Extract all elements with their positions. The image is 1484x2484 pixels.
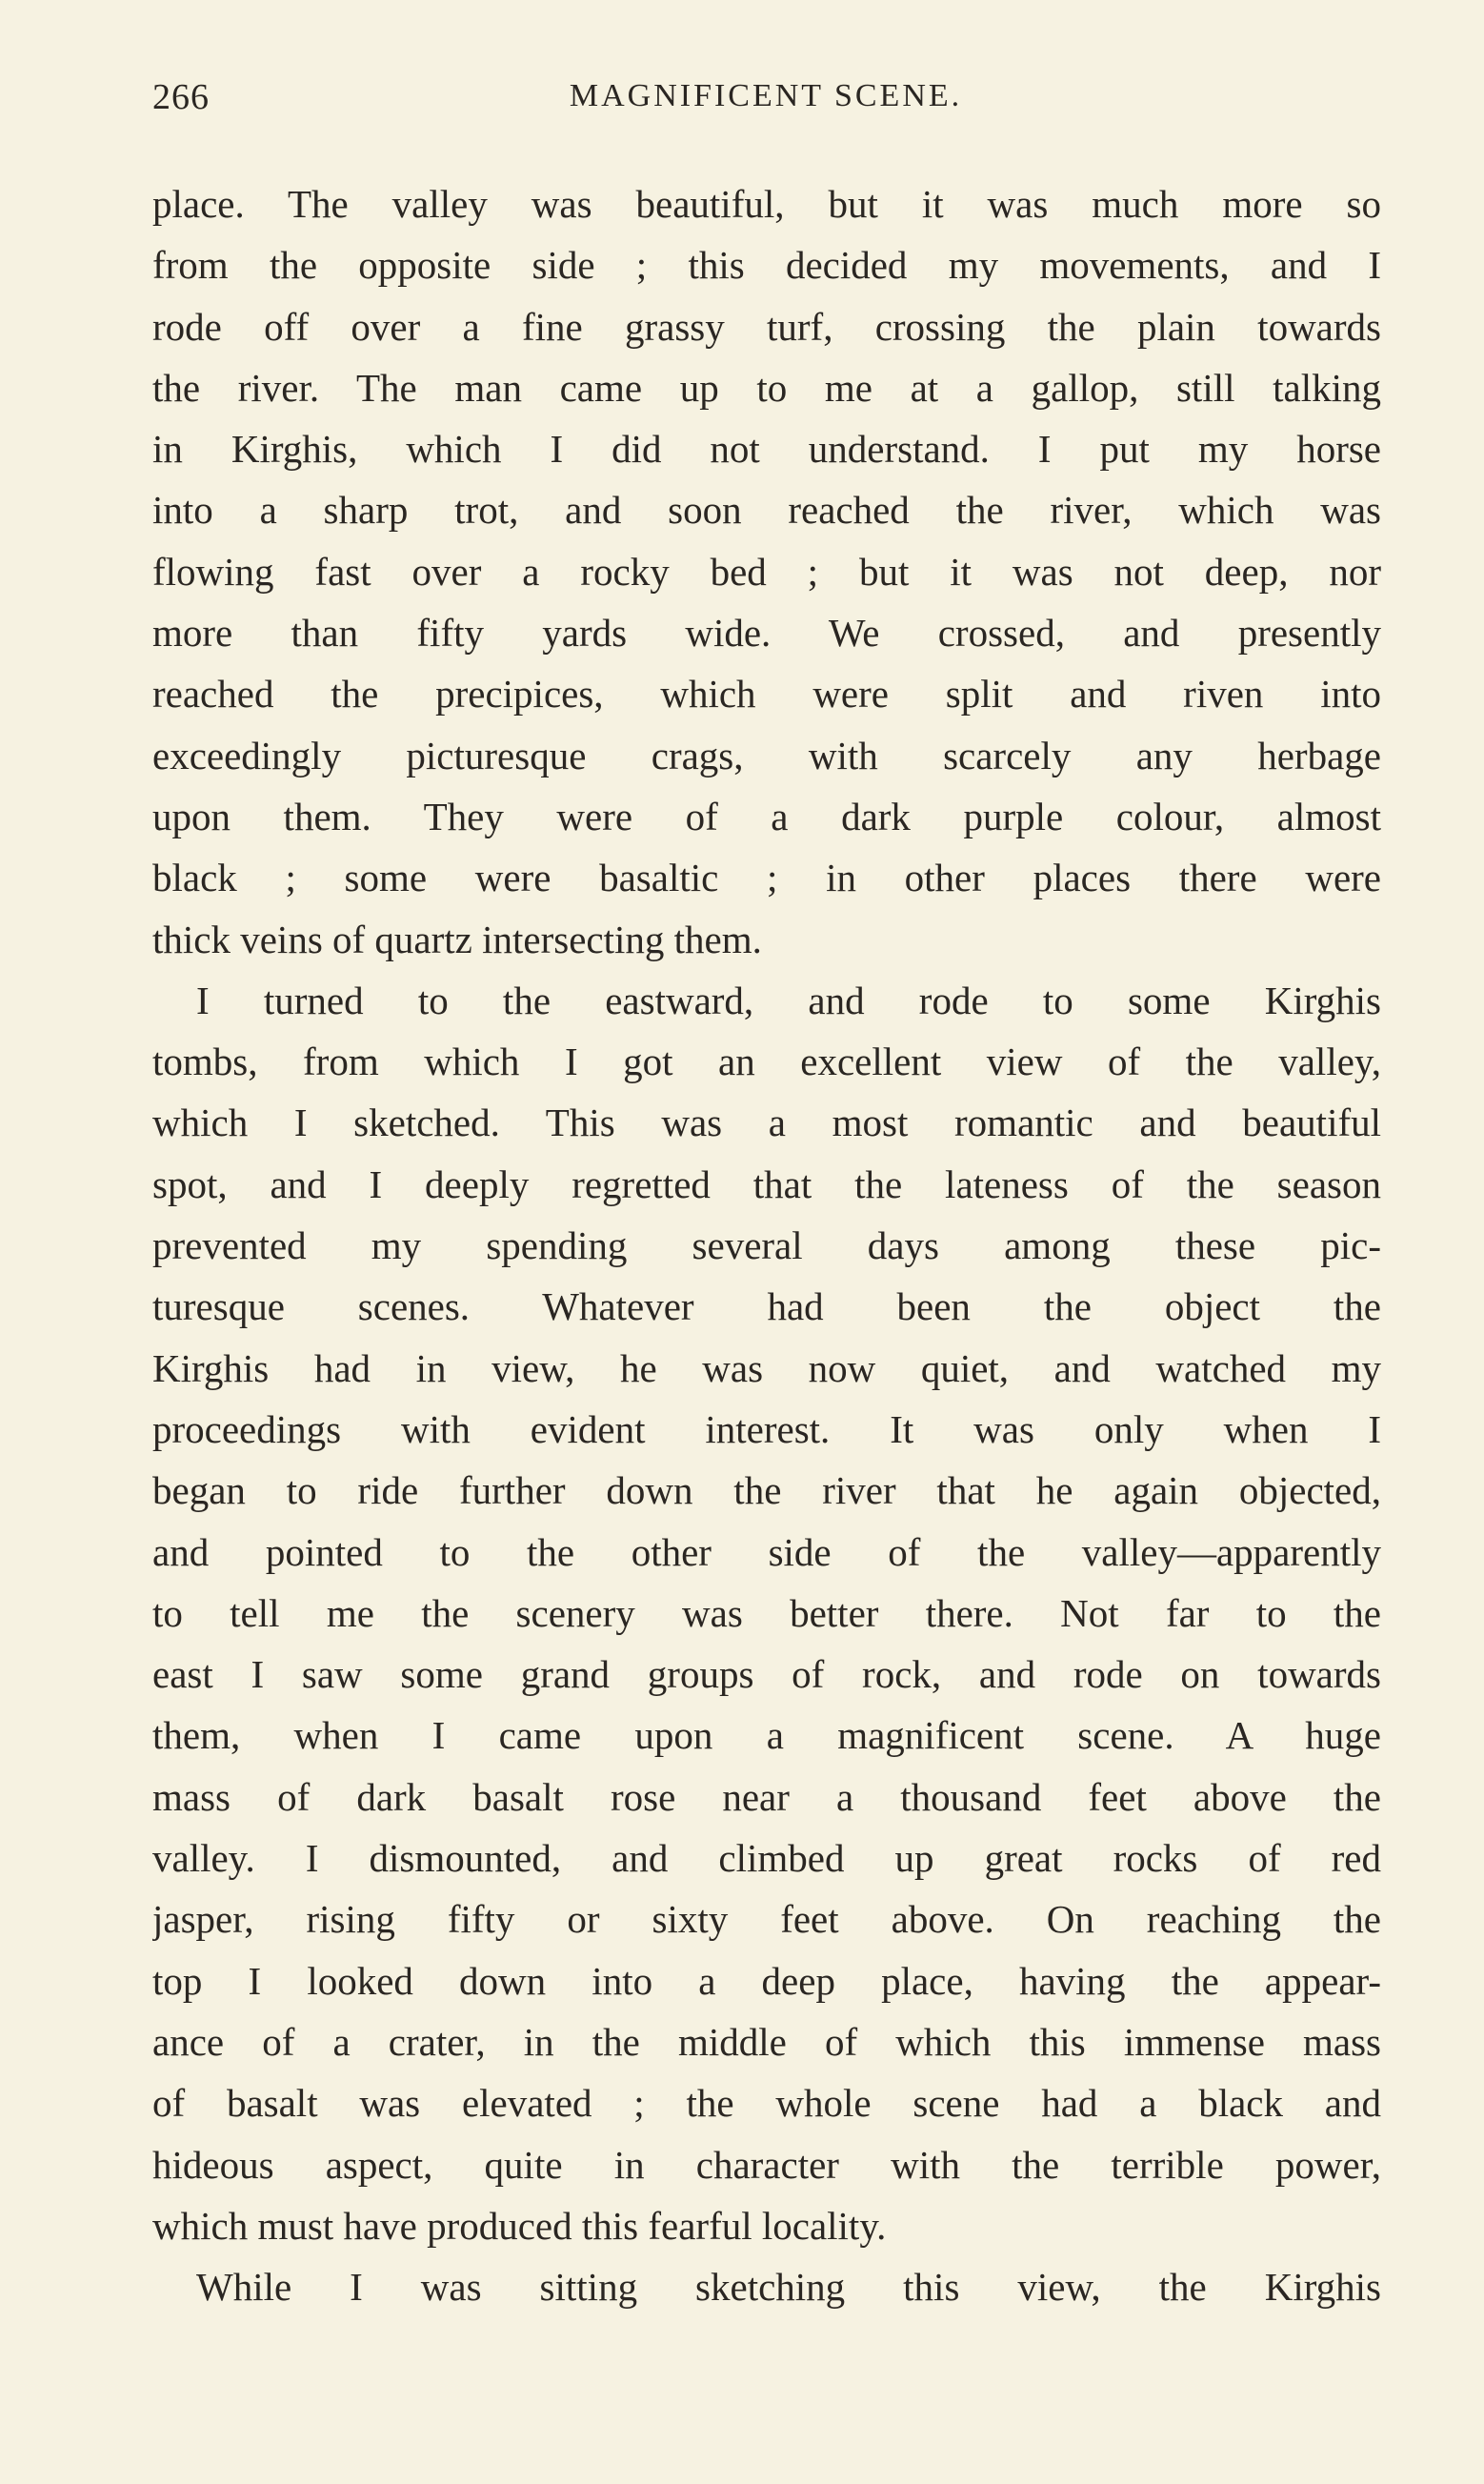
- text-line: place. The valley was beautiful, but it was much more so: [152, 182, 1381, 226]
- text-line: jasper, rising fifty or sixty feet above. On reaching the: [152, 1897, 1381, 1942]
- text-line: them, when I came upon a magnificent scene. A huge: [152, 1713, 1381, 1758]
- text-line: rode off over a fine grassy turf, crossing the plain towards: [152, 304, 1381, 349]
- text-line: While I was sitting sketching this view, the Kirghis: [196, 2265, 1381, 2310]
- text-line: proceedings with evident interest. It was only when I: [152, 1406, 1381, 1451]
- text-line: mass of dark basalt rose near a thousand feet above the: [152, 1774, 1381, 1819]
- text-line: thick veins of quartz intersecting them.: [152, 917, 762, 961]
- text-line: began to ride further down the river that he again objected,: [152, 1468, 1381, 1513]
- text-line: into a sharp trot, and soon reached the river, which was: [152, 488, 1381, 533]
- text-line: prevented my spending several days among these pic-: [152, 1223, 1381, 1268]
- text-line: I turned to the eastward, and rode to some Kirghis: [196, 978, 1381, 1022]
- text-line: spot, and I deeply regretted that the lateness of the season: [152, 1161, 1381, 1206]
- text-line: turesque scenes. Whatever had been the object the: [152, 1284, 1381, 1329]
- text-line: from the opposite side ; this decided my movements, and I: [152, 243, 1381, 288]
- text-line: Kirghis had in view, he was now quiet, and watched my: [152, 1345, 1381, 1390]
- page-number: 266: [152, 77, 210, 117]
- text-line: reached the precipices, which were split and riven into: [152, 672, 1381, 717]
- text-line: to tell me the scenery was better there. Not far to the: [152, 1590, 1381, 1635]
- text-line: which I sketched. This was a most romantic and beautiful: [152, 1101, 1381, 1145]
- text-line: of basalt was elevated ; the whole scene had a black and: [152, 2081, 1381, 2126]
- text-line: flowing fast over a rocky bed ; but it was not deep, nor: [152, 549, 1381, 594]
- text-line: valley. I dismounted, and climbed up great rocks of red: [152, 1836, 1381, 1881]
- text-line: which must have produced this fearful locality.: [152, 2203, 887, 2248]
- page-header: [152, 76, 1379, 124]
- text-line: the river. The man came up to me at a gallop, still talking: [152, 365, 1381, 410]
- text-line: and pointed to the other side of the valley—apparently: [152, 1529, 1381, 1574]
- text-line: black ; some were basaltic ; in other places there were: [152, 856, 1381, 900]
- text-line: upon them. They were of a dark purple colour, almost: [152, 794, 1381, 838]
- body-text: [152, 173, 1381, 2317]
- text-line: exceedingly picturesque crags, with scarcely any herbage: [152, 733, 1381, 778]
- text-line: top I looked down into a deep place, having the appear-: [152, 1958, 1381, 2003]
- text-line: ance of a crater, in the middle of which this immense mass: [152, 2019, 1381, 2064]
- text-line: hideous aspect, quite in character with the terrible power,: [152, 2142, 1381, 2187]
- text-line: east I saw some grand groups of rock, and rode on towards: [152, 1652, 1381, 1697]
- running-head: MAGNIFICENT SCENE.: [569, 78, 963, 113]
- text-line: more than fifty yards wide. We crossed, and presently: [152, 611, 1381, 656]
- text-line: in Kirghis, which I did not understand. I put my horse: [152, 427, 1381, 472]
- text-line: tombs, from which I got an excellent view of the valley,: [152, 1040, 1381, 1084]
